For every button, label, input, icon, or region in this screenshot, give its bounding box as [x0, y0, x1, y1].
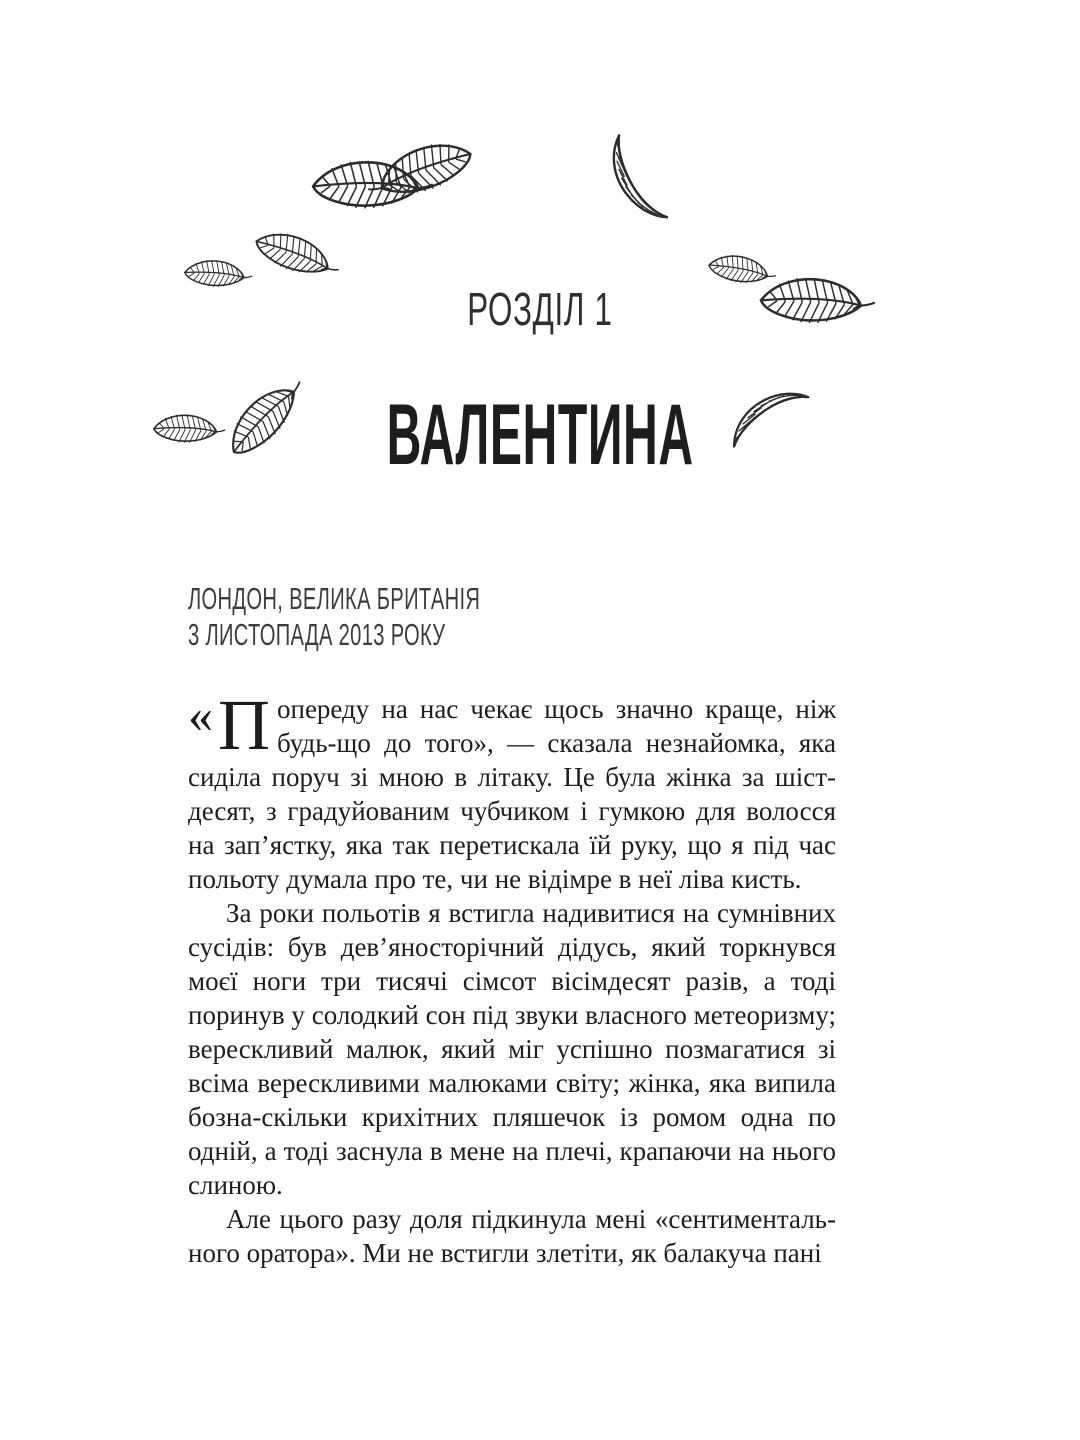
- paragraph-3: Але цього разу доля підкинула мені «сентиментального оратора». Ми не встигли злетіти, як балакуча пані: [188, 1204, 836, 1268]
- chapter-title: [0, 387, 1080, 483]
- paragraph-1: [188, 685, 836, 896]
- paragraph-2: За роки польотів я встигла надивитися на сумнівних сусідів: був дев’яносторічний дідусь, який торкнувся моєї ноги три тисячі сімсот вісімдесят разів, а тоді поринув у солодкий сон під звуки власного метеоризму; верескливий малюк, який міг успішно позмагатися зі всіма верескливими малюками світу; жінка, яка випила бозна-скільки крихітних пляшечок із ромом одна по одній, а тоді заснула в мене на плечі, крапаючи на нього слиною.: [188, 898, 836, 1200]
- leaf-icon: [358, 124, 482, 219]
- leaf-icon: [583, 124, 702, 231]
- drop-cap-letter: П: [218, 685, 270, 765]
- dateline-location: ЛОНДОН, ВЕЛИКА БРИТАНІЯ: [188, 581, 481, 616]
- chapter-title-text: ВАЛЕНТИНА: [386, 387, 694, 483]
- dateline-date: 3 ЛИСТОПАДА 2013 РОКУ: [188, 617, 446, 652]
- leaf-icon: [308, 152, 436, 219]
- dateline: [188, 581, 638, 653]
- chapter-number-text: РОЗДІЛ 1: [467, 283, 613, 335]
- paragraph-1-text: опереду на нас чекає щось значно краще, ніж будь-що до того», — сказала незнайомка, яка сиділа поруч зі мною в літаку. Це була жінка за шістдесят, з градуйованим чубчиком і гумкою для волосся на зап’ястку, яка так перетискала їй руку, що я під час польоту думала про те, чи не відімре в неї ліва кисть.: [188, 694, 836, 894]
- drop-cap: [188, 685, 270, 765]
- chapter-number: [0, 283, 1080, 335]
- body-text: [188, 685, 836, 1270]
- opening-quote-mark: «: [188, 687, 213, 743]
